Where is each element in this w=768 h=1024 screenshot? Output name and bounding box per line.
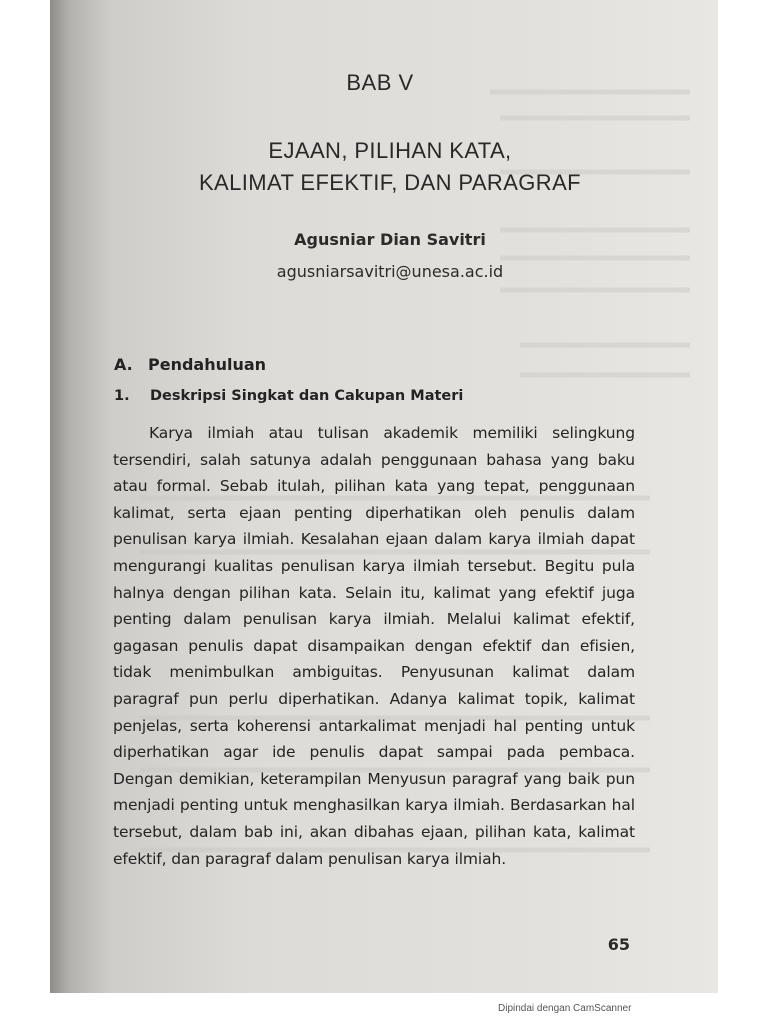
section-heading bbox=[114, 355, 266, 374]
chapter-title-line-2: KALIMAT EFEKTIF, DAN PARAGRAF bbox=[198, 170, 581, 195]
section-title: Pendahuluan bbox=[148, 355, 267, 374]
author-name: Agusniar Dian Savitri bbox=[294, 230, 486, 249]
subsection-heading bbox=[114, 388, 463, 404]
chapter-title bbox=[150, 135, 630, 199]
subsection-title: Deskripsi Singkat dan Cakupan Materi bbox=[150, 388, 464, 404]
scanned-page bbox=[50, 0, 718, 993]
subsection-number: 1. bbox=[114, 388, 130, 404]
chapter-title-line-1: EJAAN, PILIHAN KATA, bbox=[268, 138, 512, 163]
book-page bbox=[50, 0, 718, 993]
scanner-footer: Dipindai dengan CamScanner bbox=[498, 1003, 632, 1014]
section-number: A. bbox=[114, 355, 133, 374]
chapter-label: BAB V bbox=[346, 70, 414, 95]
author-email: agusniarsavitri@unesa.ac.id bbox=[276, 262, 504, 281]
page-number: 65 bbox=[607, 935, 630, 954]
body-paragraph: Karya ilmiah atau tulisan akademik memiliki selingkung tersendiri, salah satunya adalah penggunaan bahasa yang baku atau formal. Sebab itulah, pilihan kata yang tepat, penggunaan kalimat, serta ejaan penting diperhatikan oleh penulis dalam penulisan karya ilmiah. Kesalahan ejaan dalam karya ilmiah dapat mengurangi kualitas penulisan karya ilmiah tersebut. Begitu pula halnya dengan pilihan kata. Selain itu, kalimat yang efektif juga penting dalam penulisan karya ilmiah. Melalui kalimat efektif, gagasan penulis dapat disampaikan dengan efektif dan efisien, tidak menimbulkan ambiguitas. Penyusunan kalimat dalam paragraf pun perlu diperhatikan. Adanya kalimat topik, kalimat penjelas, serta koherensi antarkalimat menjadi hal penting untuk diperhatikan agar ide penulis dapat sampai pada pembaca. Dengan demikian, keterampilan Menyusun paragraf yang baik pun menjadi penting untuk menghasilkan karya ilmiah. Berdasarkan hal tersebut, dalam bab ini, akan dibahas ejaan, pilihan kata, kalimat efektif, dan paragraf dalam penulisan karya ilmiah. bbox=[113, 424, 635, 868]
